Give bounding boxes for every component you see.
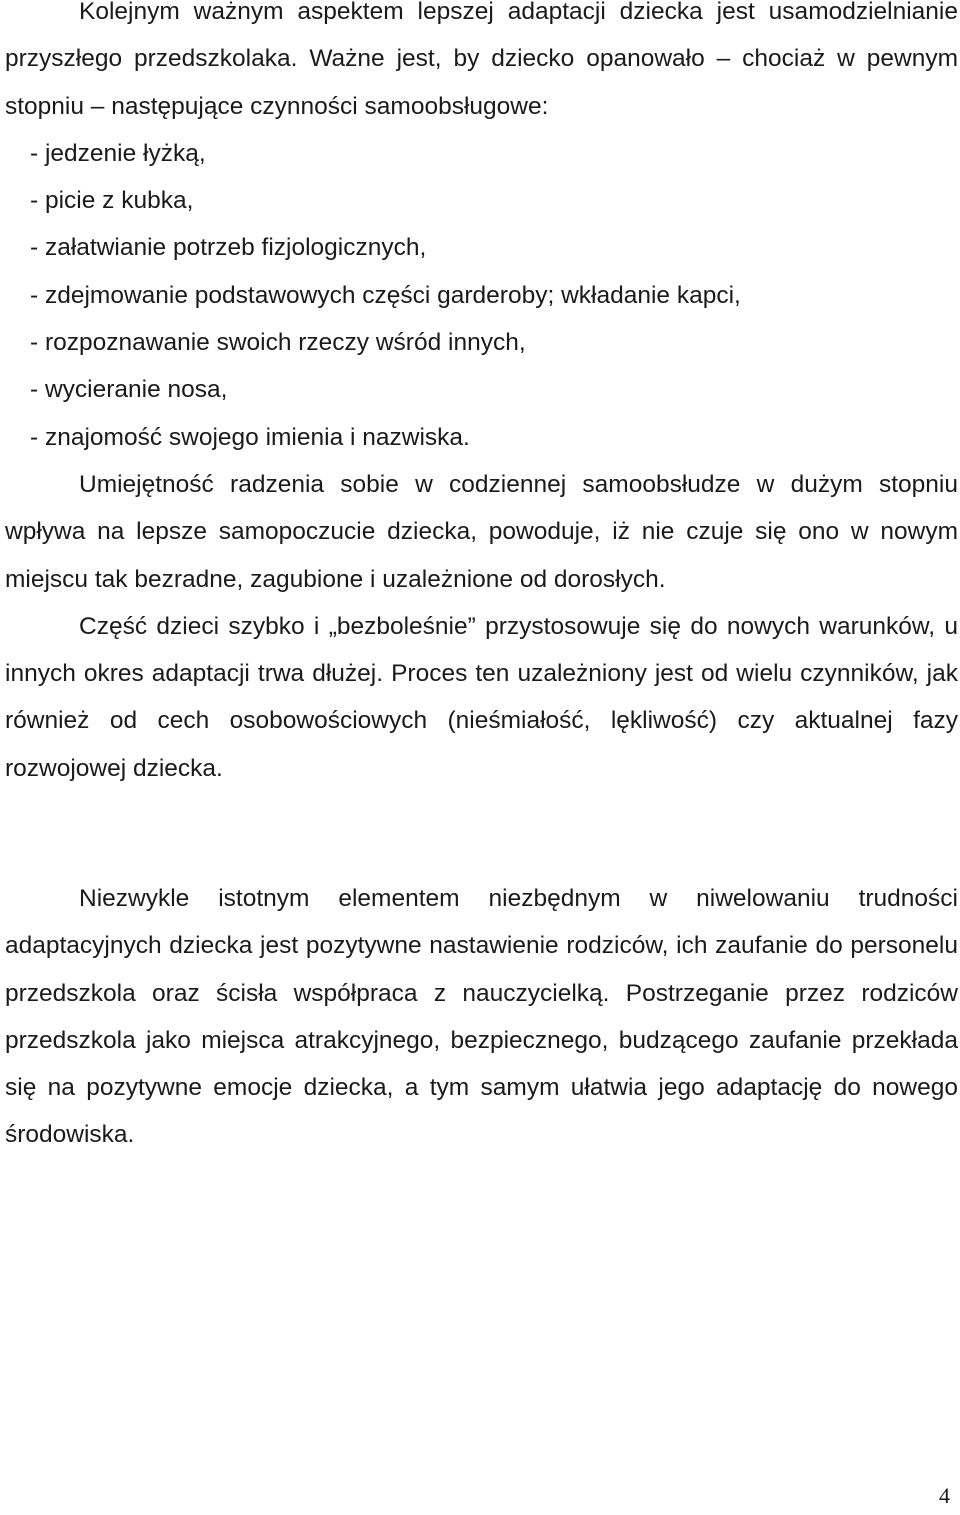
list-item: - załatwianie potrzeb fizjologicznych,	[30, 234, 427, 262]
parents-paragraph: Niezwykle istotnym elementem niezbędnym w niwelowaniu trudności adaptacyjnych dziecka jest pozytywne nastawienie rodziców, ich zaufanie do personelu przedszkola oraz ścisła współpraca z nauczycielką. Postrzeganie przez rodziców przedszkola jako miejsca atrakcyjnego, bezpiecznego, budzącego zaufanie przekłada się na pozytywne emocje dziecka, a tym samym ułatwia jego adaptację do nowego środowiska.	[5, 885, 958, 1149]
document-section-adaptation	[5, 0, 958, 792]
list-item: - picie z kubka,	[30, 187, 194, 215]
list-item: - znajomość swojego imienia i nazwiska.	[30, 423, 470, 451]
intro-paragraph: Kolejnym ważnym aspektem lepszej adaptacji dziecka jest usamodzielnianie przyszłego przedszkolaka. Ważne jest, by dziecko opanowało – chociaż w pewnym stopniu – następujące czynności samoobsługowe:	[5, 0, 958, 120]
list-item: - rozpoznawanie swoich rzeczy wśród innych,	[30, 329, 526, 357]
children-paragraph: Część dzieci szybko i „bezboleśnie” przystosowuje się do nowych warunków, u innych okres adaptacji trwa dłużej. Proces ten uzależniony jest od wielu czynników, jak również od cech osobowościowych (nieśmiałość, lękliwość) czy aktualnej fazy rozwojowej dziecka.	[5, 612, 958, 782]
list-item: - zdejmowanie podstawowych części garderoby; wkładanie kapci,	[30, 281, 741, 309]
self-care-list	[5, 130, 958, 461]
page-number: 4	[939, 1483, 950, 1508]
skills-paragraph: Umiejętność radzenia sobie w codziennej samoobsłudze w dużym stopniu wpływa na lepsze samopoczucie dziecka, powoduje, iż nie czuje się ono w nowym miejscu tak bezradne, zagubione i uzależnione od dorosłych.	[5, 470, 958, 593]
document-section-parents	[5, 875, 958, 1159]
list-item: - wycieranie nosa,	[30, 376, 228, 404]
list-item: - jedzenie łyżką,	[30, 139, 206, 167]
